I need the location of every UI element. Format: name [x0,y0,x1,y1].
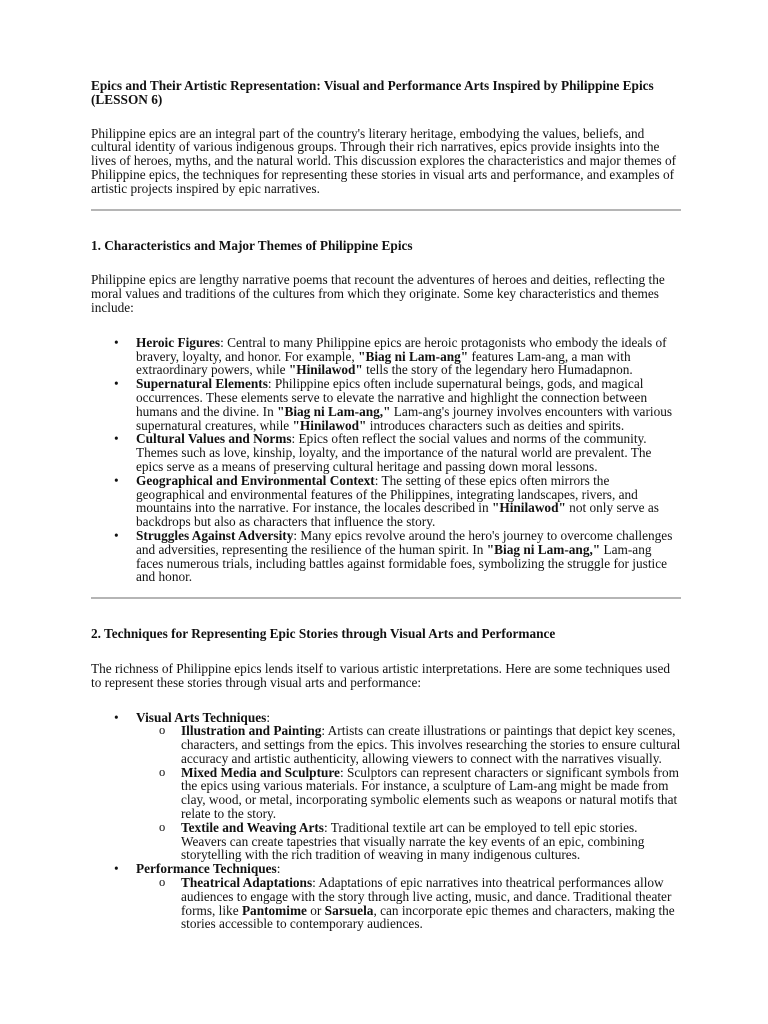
themes-list [91,336,681,584]
item-text: : Artists can create illustrations or paintings that depict key scenes, characters, and settings from the epics. This involves researching the stories to ensure cultural accuracy and artistic authenticity, allowing viewers to connect with the narratives visually. [181,723,681,766]
sub-list-item [181,821,681,862]
item-text: : Many epics revolve around the hero's journey to overcome challenges and adversities, representing the resilience of the human spirit. In [136,527,673,557]
item-term: Theatrical Adaptations [181,875,313,891]
sub-list [136,724,681,862]
section-heading: 1. Characteristics and Major Themes of Philippine Epics [91,237,413,253]
list-item [136,529,681,584]
epic-title: "Hinilawod" [292,417,367,433]
section-heading: 2. Techniques for Representing Epic Stories through Visual Arts and Performance [91,626,556,642]
art-form: Sarsuela [324,902,374,918]
epic-title: "Biag ni Lam-ang," [277,403,391,419]
sub-list-item [181,724,681,765]
list-item [136,377,681,432]
sub-list-item [181,766,681,821]
list-item [136,336,681,377]
list-item [136,862,681,931]
item-text: introduces characters such as deities and spirits. [366,417,625,433]
epic-title: "Hinilawod" [491,500,566,516]
epic-title: "Biag ni Lam-ang," [486,541,601,557]
art-form: Pantomime [241,902,307,918]
section-lead: Philippine epics are lengthy narrative poems that recount the adventures of heroes and deities, reflecting the moral values and traditions of the cultures from which they originate. Some key characteristics and themes include: [91,272,665,315]
item-text: , can incorporate epic themes and characters, making the stories accessible to contemporary audiences. [181,902,675,932]
item-term: Visual Arts Techniques [136,709,267,725]
intro-paragraph: Philippine epics are an integral part of the country's literary heritage, embodying the values, beliefs, and cultural identity of various indigenous groups. Through their rich narratives, epics provide insights into the lives of heroes, myths, and the natural world. This discussion explores the characteristics and major themes of Philippine epics, the techniques for representing these stories in visual arts and performance, and examples of artistic projects inspired by epic narratives. [91,125,677,196]
item-text: features Lam-ang, a man with extraordinary powers, while [136,348,631,378]
epic-title: "Biag ni Lam-ang" [358,348,469,364]
item-text: : [266,709,271,725]
item-text: : Philippine epics often include supernatural beings, gods, and magical occurrences. These elements serve to elevate the narrative and highlight the connection between humans and the divine. In [136,376,648,419]
section-characteristics [91,239,681,585]
list-item [136,711,681,863]
item-text: tells the story of the legendary hero Humadapnon. [362,362,633,378]
item-term: Mixed Media and Sculpture [181,764,340,780]
sub-list [136,876,681,931]
item-text: Lam-ang's journey involves encounters with various supernatural creatures, while [136,403,673,433]
item-text: or [306,902,325,918]
item-text: : The setting of these epics often mirrors the geographical and environmental features of the Philippines, integrating landscapes, rivers, and mountains into the narrative. For instance, the locales described in [136,472,638,516]
item-term: Heroic Figures [136,334,221,350]
item-term: Geographical and Environmental Context [136,472,375,488]
list-item [136,432,681,473]
techniques-list [91,711,681,932]
item-text: Lam-ang faces numerous trials, including battles against formidable foes, symbolizing the struggle for justice and honor. [136,541,668,585]
item-text: : Epics often reflect the social values and norms of the community. Themes such as love, kinship, loyalty, and the importance of the natural world are prevalent. The epics serve as a means of preserving cultural heritage and passing down moral lessons. [136,431,652,474]
item-text: : Central to many Philippine epics are heroic protagonists who embody the ideals of bravery, loyalty, and honor. For example, [136,334,667,364]
page-title: Epics and Their Artistic Representation: Visual and Performance Arts Inspired by Philippine Epics (LESSON 6) [91,78,654,107]
section-techniques [91,627,681,931]
item-text: : [276,861,281,877]
item-text: not only serve as backdrops but also as characters that influence the story. [136,500,659,530]
item-term: Performance Techniques [136,861,277,877]
item-text: : Sculptors can represent characters or significant symbols from the epics using various materials. For instance, a sculpture of Lam-ang might be made from clay, wood, or metal, incorporating symbolic elements such as weapons or natural motifs that relate to the story. [181,764,679,822]
section-lead: The richness of Philippine epics lends itself to various artistic interpretations. Here are some techniques used to represent these stories through visual arts and performance: [91,660,670,690]
epic-title: "Hinilawod" [288,362,363,378]
item-term: Supernatural Elements [136,376,268,392]
item-term: Textile and Weaving Arts [181,819,324,835]
list-item [136,474,681,529]
section-divider [91,597,681,599]
document-page [91,79,681,931]
item-term: Illustration and Painting [181,723,322,739]
item-text: : Traditional textile art can be employed to tell epic stories. Weavers can create tapestries that visually narrate the key events of an epic, combining storytelling with the rich tradition of weaving in many indigenous cultures. [181,819,645,863]
section-divider [91,209,681,211]
sub-list-item [181,876,681,931]
item-text: : Adaptations of epic narratives into theatrical performances allow audiences to engage with the story through live acting, music, and dance. Traditional theater forms, like [181,875,672,918]
item-term: Cultural Values and Norms [136,431,292,447]
item-term: Struggles Against Adversity [136,527,294,543]
